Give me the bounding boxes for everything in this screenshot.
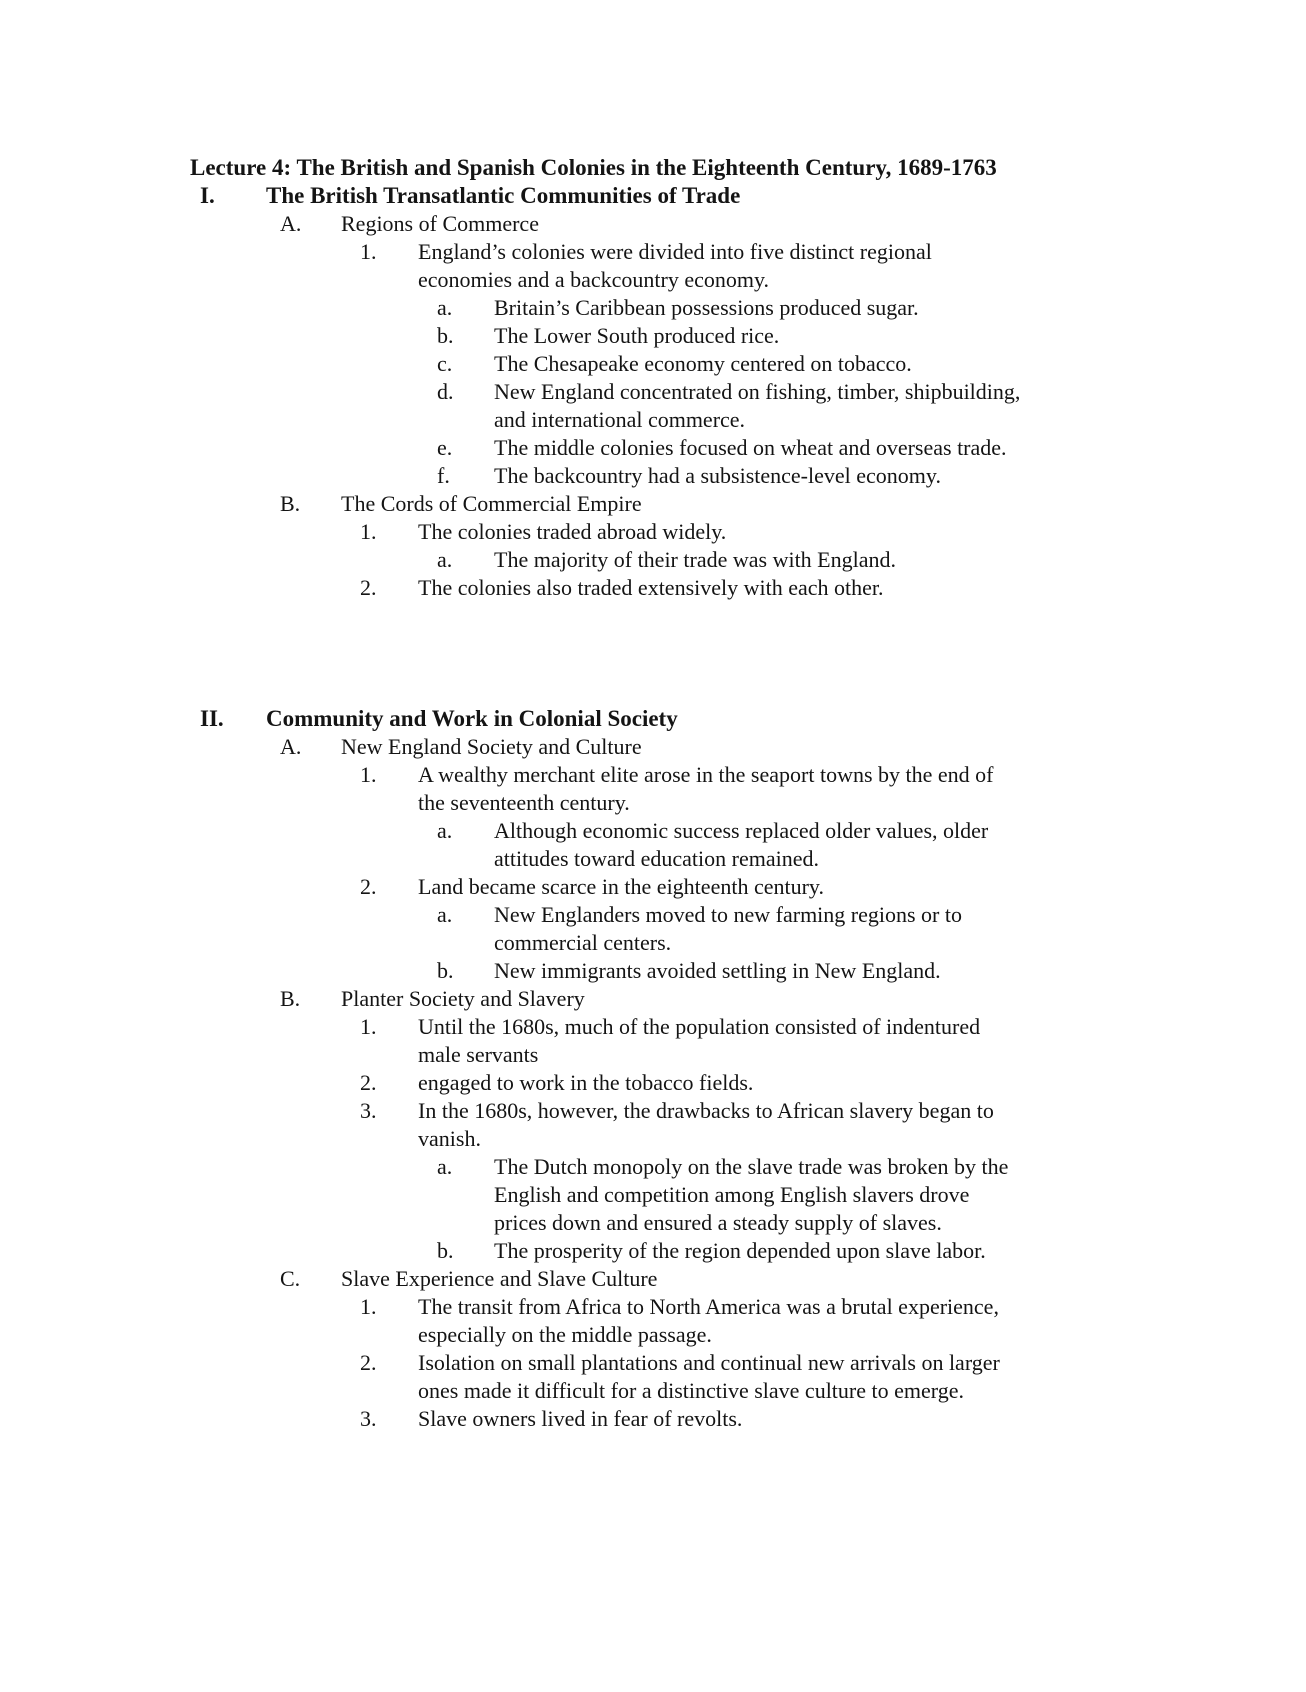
point-text: The transit from Africa to North America was a brutal experience,: [418, 1294, 999, 1319]
section-heading: The British Transatlantic Communities of Trade: [266, 183, 741, 208]
subsection-heading: Slave Experience and Slave Culture: [341, 1266, 658, 1291]
subpoint-text: Although economic success replaced older values, older: [494, 818, 989, 843]
subpoint-text: The majority of their trade was with England.: [494, 547, 896, 572]
point-text: male servants: [418, 1042, 539, 1067]
subpoint-text: The Chesapeake economy centered on tobacco.: [494, 351, 912, 376]
subsection-marker: C.: [280, 1266, 301, 1291]
point-text: England’s colonies were divided into five distinct regional: [418, 239, 932, 264]
point-text: engaged to work in the tobacco fields.: [418, 1070, 754, 1095]
subpoint-letter: a.: [437, 1154, 453, 1179]
subpoint-letter: a.: [437, 818, 453, 843]
point-text: especially on the middle passage.: [418, 1322, 712, 1347]
point-text: Isolation on small plantations and continual new arrivals on larger: [418, 1350, 1000, 1375]
subpoint-text: The Dutch monopoly on the slave trade was broken by the: [494, 1154, 1009, 1179]
subsection-marker: B.: [280, 986, 301, 1011]
point-text: Until the 1680s, much of the population consisted of indentured: [418, 1014, 981, 1039]
subpoint-letter: d.: [437, 379, 454, 404]
subpoint-text: The prosperity of the region depended upon slave labor.: [494, 1238, 986, 1263]
subpoint-letter: f.: [437, 463, 450, 488]
point-text: the seventeenth century.: [418, 790, 630, 815]
subpoint-text: The Lower South produced rice.: [494, 323, 780, 348]
subpoint-letter: a.: [437, 902, 453, 927]
section-marker: I.: [200, 183, 215, 208]
point-text: vanish.: [418, 1126, 481, 1151]
point-text: Slave owners lived in fear of revolts.: [418, 1406, 743, 1431]
point-number: 2.: [360, 1070, 377, 1095]
point-number: 3.: [360, 1406, 377, 1431]
subpoint-text: English and competition among English slavers drove: [494, 1182, 970, 1207]
point-number: 1.: [360, 239, 377, 264]
subpoint-text: New Englanders moved to new farming regions or to: [494, 902, 962, 927]
point-text: ones made it difficult for a distinctive slave culture to emerge.: [418, 1378, 964, 1403]
subpoint-text: prices down and ensured a steady supply of slaves.: [494, 1210, 942, 1235]
subsection-heading: Planter Society and Slavery: [341, 986, 585, 1011]
point-number: 1.: [360, 1294, 377, 1319]
point-text: The colonies traded abroad widely.: [418, 519, 727, 544]
point-number: 2.: [360, 874, 377, 899]
subpoint-letter: a.: [437, 547, 453, 572]
subsection-marker: A.: [280, 734, 302, 759]
section-marker: II.: [200, 706, 224, 731]
subsection-heading: New England Society and Culture: [341, 734, 642, 759]
subpoint-text: The backcountry had a subsistence-level economy.: [494, 463, 941, 488]
point-number: 2.: [360, 1350, 377, 1375]
point-number: 3.: [360, 1098, 377, 1123]
subsection-heading: The Cords of Commercial Empire: [341, 491, 642, 516]
subsection-marker: A.: [280, 211, 302, 236]
subpoint-letter: b.: [437, 1238, 454, 1263]
point-number: 1.: [360, 762, 377, 787]
point-text: economies and a backcountry economy.: [418, 267, 770, 292]
point-number: 1.: [360, 519, 377, 544]
subpoint-text: attitudes toward education remained.: [494, 846, 819, 871]
point-number: 2.: [360, 575, 377, 600]
subpoint-letter: b.: [437, 958, 454, 983]
subpoint-text: The middle colonies focused on wheat and overseas trade.: [494, 435, 1007, 460]
section-heading: Community and Work in Colonial Society: [266, 706, 678, 731]
subpoint-text: commercial centers.: [494, 930, 672, 955]
subpoint-text: New immigrants avoided settling in New England.: [494, 958, 941, 983]
subsection-heading: Regions of Commerce: [341, 211, 539, 236]
point-text: Land became scarce in the eighteenth century.: [418, 874, 824, 899]
subsection-marker: B.: [280, 491, 301, 516]
point-number: 1.: [360, 1014, 377, 1039]
subpoint-text: Britain’s Caribbean possessions produced sugar.: [494, 295, 919, 320]
subpoint-letter: c.: [437, 351, 453, 376]
subpoint-text: and international commerce.: [494, 407, 746, 432]
subpoint-letter: b.: [437, 323, 454, 348]
point-text: In the 1680s, however, the drawbacks to African slavery began to: [418, 1098, 994, 1123]
subpoint-text: New England concentrated on fishing, timber, shipbuilding,: [494, 379, 1021, 404]
point-text: The colonies also traded extensively with each other.: [418, 575, 884, 600]
point-text: A wealthy merchant elite arose in the seaport towns by the end of: [418, 762, 994, 787]
subpoint-letter: a.: [437, 295, 453, 320]
subpoint-letter: e.: [437, 435, 453, 460]
page-title: Lecture 4: The British and Spanish Colonies in the Eighteenth Century, 1689-1763: [190, 155, 997, 180]
